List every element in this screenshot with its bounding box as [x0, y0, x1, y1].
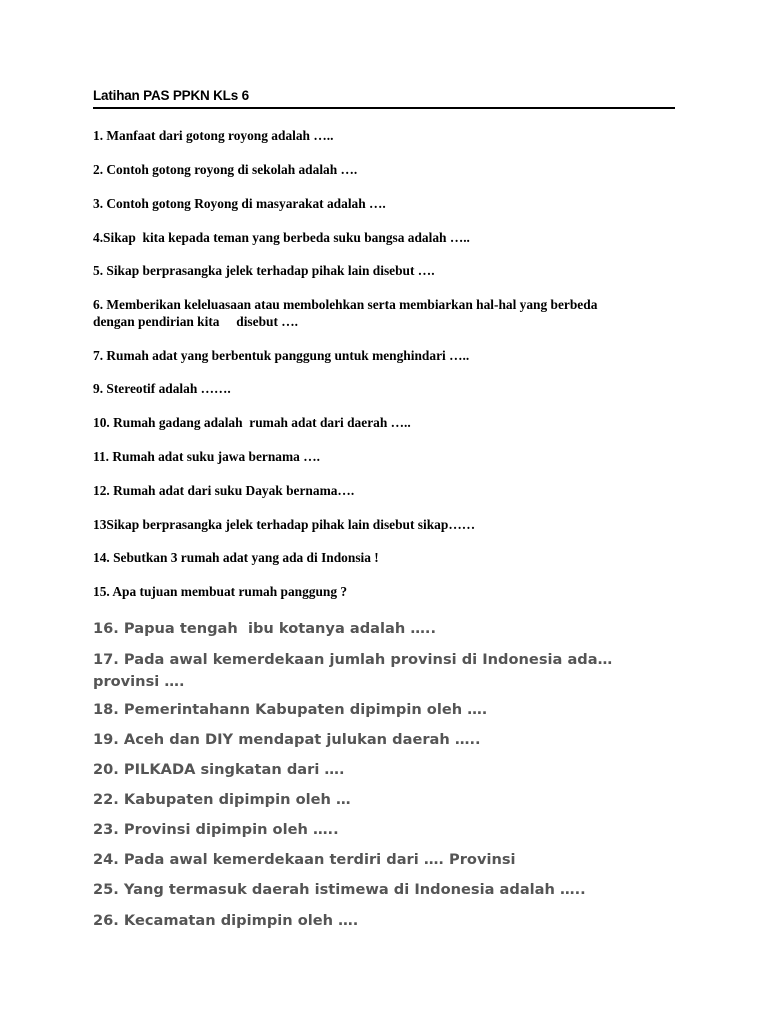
question-19: 19. Aceh dan DIY mendapat julukan daerah ….. — [93, 731, 481, 748]
question-5: 5. Sikap berprasangka jelek terhadap pihak lain disebut …. — [93, 263, 435, 278]
question-3: 3. Contoh gotong Royong di masyarakat adalah …. — [93, 196, 386, 211]
question-26: 26. Kecamatan dipimpin oleh …. — [93, 912, 359, 929]
question-15: 15. Apa tujuan membuat rumah panggung ? — [93, 584, 348, 599]
question-12: 12. Rumah adat dari suku Dayak bernama…. — [93, 483, 355, 498]
question-4: 4.Sikap kita kepada teman yang berbeda suku bangsa adalah ….. — [93, 230, 470, 245]
question-11: 11. Rumah adat suku jawa bernama …. — [93, 449, 320, 464]
question-23: 23. Provinsi dipimpin oleh ….. — [93, 821, 339, 838]
question-17: 17. Pada awal kemerdekaan jumlah provinsi di Indonesia ada… provinsi …. — [93, 651, 618, 690]
question-6: 6. Memberikan keleluasaan atau membolehkan serta membiarkan hal-hal yang berbeda dengan pendirian kita disebut …. — [93, 297, 601, 329]
question-10: 10. Rumah gadang adalah rumah adat dari daerah ….. — [93, 415, 411, 430]
question-9: 9. Stereotif adalah ……. — [93, 381, 231, 396]
question-1: 1. Manfaat dari gotong royong adalah ….. — [93, 128, 334, 143]
document-header — [93, 86, 675, 109]
question-25: 25. Yang termasuk daerah istimewa di Indonesia adalah ….. — [93, 881, 586, 898]
question-20: 20. PILKADA singkatan dari …. — [93, 761, 345, 778]
question-7: 7. Rumah adat yang berbentuk panggung untuk menghindari ….. — [93, 348, 470, 363]
document-title: Latihan PAS PPKN KLs 6 — [93, 88, 249, 103]
question-2: 2. Contoh gotong royong di sekolah adalah …. — [93, 162, 358, 177]
question-16: 16. Papua tengah ibu kotanya adalah ….. — [93, 620, 437, 637]
question-24: 24. Pada awal kemerdekaan terdiri dari …. Provinsi — [93, 851, 516, 868]
question-18: 18. Pemerintahann Kabupaten dipimpin oleh …. — [93, 701, 488, 718]
question-13: 13Sikap berprasangka jelek terhadap pihak lain disebut sikap…… — [93, 517, 476, 532]
question-14: 14. Sebutkan 3 rumah adat yang ada di Indonsia ! — [93, 550, 379, 565]
question-22: 22. Kabupaten dipimpin oleh … — [93, 791, 351, 808]
